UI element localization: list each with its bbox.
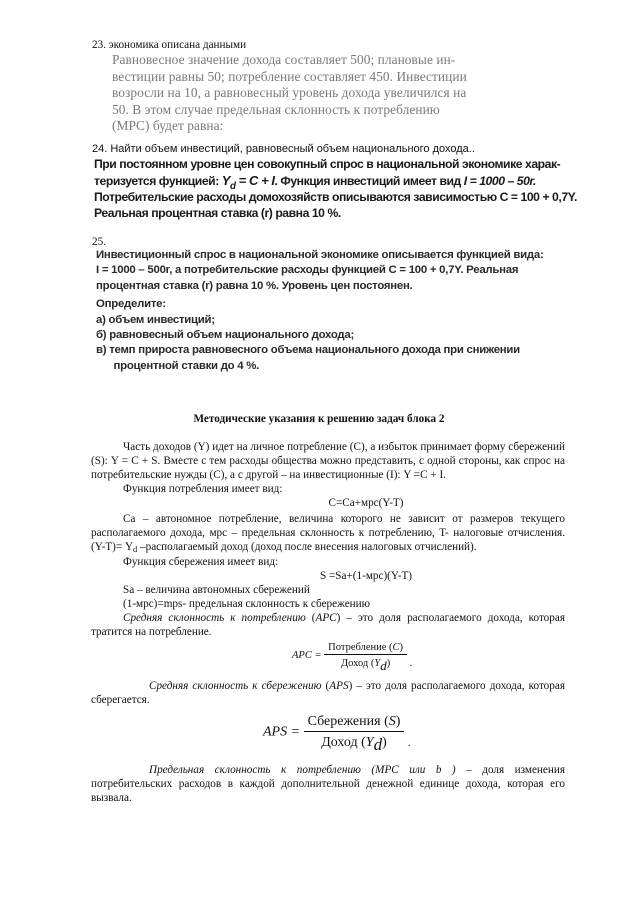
aps-denominator: [304, 732, 405, 752]
apc-fraction-block: [292, 641, 413, 673]
task-25-item: процентной ставки до 4 %.: [96, 359, 260, 372]
text: Сбережения (: [307, 714, 389, 729]
task-25-line: I = 1000 – 500r, а потребительские расходы функцией C = 100 + 0,7Y. Реальная: [96, 264, 519, 277]
paragraph-text: (: [321, 680, 330, 692]
aps-lhs: APS =: [263, 724, 301, 740]
text: Потребление (: [328, 642, 393, 653]
formula-yd: [221, 172, 275, 192]
text: ): [386, 658, 391, 669]
task-23-line: 50. В этом случае предельная склонность к потреблению: [112, 101, 440, 117]
apc-fraction: [324, 641, 407, 673]
task-25-scanned-text: [96, 248, 556, 374]
paragraph: Часть доходов (Y) идет на личное потребление (C), а избыток принимает форму сбережений (S): Y = C + S. Вместе с тем расходы общества можно представить, с одной стороны, как спрос на потребительские нужды (C), а с другой – на инвестиционные (I): Y =C + I.: [91, 441, 565, 481]
task-24-text: теризуется функцией:: [94, 173, 222, 188]
paragraph: Функция сбережения имеет вид:: [123, 556, 279, 568]
var-d: d: [229, 180, 236, 192]
term: Средняя склонность к потреблению: [123, 612, 306, 624]
var-c: C: [392, 642, 400, 653]
apc-formula: [91, 639, 565, 679]
paragraph-text: (: [305, 612, 316, 624]
guide-heading: Методические указания к решению задач блока 2: [193, 413, 445, 425]
term: Предельная склонность к потреблению (MPC или b ): [149, 764, 456, 776]
var-d: d: [380, 658, 387, 673]
task-24-line: При постоянном уровне цен совокупный спрос в национальной экономике харак-: [94, 157, 561, 171]
consumption-formula: C=Ca+мрс(Y-T): [328, 497, 404, 509]
paragraph: [91, 763, 565, 805]
paragraph: [91, 611, 565, 639]
investment-formula: I = 1000 – 50r.: [463, 173, 536, 188]
task-24-line-2: [94, 173, 554, 191]
paragraph-text: –располагаемый доход (доход после внесения налоговых отчислений).: [137, 541, 477, 553]
text: Доход (: [340, 658, 375, 669]
paragraph-text: – доля изменения потребительских расходов в каждой дополнительной денежной единице дохода, которая его вызвала.: [91, 764, 565, 804]
var-y: Y: [221, 172, 230, 188]
task-23-scanned-text: [112, 52, 544, 135]
aps-fraction: [304, 713, 405, 752]
var-d: d: [373, 735, 383, 754]
term: APC: [315, 612, 337, 624]
var-y: Y: [374, 658, 381, 669]
paragraph-text: Ca – автономное потребление, величина которого не зависит от размеров текущего располагаемого дохода, мрс – предельная склонность к потреблению, T- налоговые отчисления. (Y-T)= Y: [91, 513, 565, 553]
paragraph-text: ) – это доля располагаемого дохода, которая тратится на потребление.: [91, 612, 565, 638]
guide-body: [91, 440, 565, 805]
text: ): [382, 735, 387, 750]
formula-rest: = C + I: [235, 172, 275, 188]
paragraph: (1-мрс)=mps- предельная склонность к сбережению: [123, 598, 370, 610]
task-25-define: Определите:: [96, 298, 166, 311]
term: APS: [329, 680, 349, 692]
task-23-line: Равновесное значение дохода составляет 500; плановые ин-: [112, 52, 456, 67]
task-24-line: Реальная процентная ставка (r) равна 10 %.: [94, 205, 341, 220]
text: ): [399, 642, 404, 653]
apc-dot: .: [409, 658, 413, 669]
task-25-line: Инвестиционный спрос в национальной экономике описывается функцией вида:: [96, 249, 544, 261]
task-24-line: Потребительские расходы домохозяйств описываются зависимостью C = 100 + 0,7Y.: [94, 190, 577, 205]
paragraph: [91, 679, 565, 707]
aps-numerator: [304, 713, 405, 732]
text: Доход (: [321, 735, 366, 750]
paragraph: Функция потребления имеет вид:: [123, 483, 283, 495]
task-23-line: возросли на 10, а равновесный уровень дохода увеличился на: [112, 85, 467, 100]
aps-formula: [91, 707, 565, 757]
paragraph-text: ) – это доля располагаемого дохода, которая сберегается.: [91, 680, 565, 706]
aps-dot: .: [407, 737, 411, 749]
text: ): [395, 714, 401, 729]
var-y: Y: [365, 735, 374, 750]
var-s: S: [388, 714, 396, 729]
paragraph: Sa – величина автономных сбережений: [123, 584, 310, 596]
subscript: d: [133, 545, 138, 554]
task-24-label: 24. Найти объем инвестиций, равновесный объем национального дохода..: [92, 143, 475, 155]
task-25-item: б) равновесный объем национального дохода;: [96, 329, 355, 342]
savings-formula: S =Sa+(1-мрс)(Y-T): [319, 570, 413, 582]
task-25-line: процентная ставка (r) равна 10 %. Уровень цен постоянен.: [96, 279, 413, 292]
task-25-label: 25.: [92, 236, 106, 248]
apc-denominator: [324, 655, 407, 673]
apc-lhs: APC =: [292, 650, 322, 661]
aps-fraction-block: [263, 713, 411, 752]
term: Средняя склонность к сбережению: [149, 680, 322, 692]
task-23-line: вестиции равны 50; потребление составляет 450. Инвестиции: [112, 68, 467, 84]
task-24-text: . Функция инвестиций имеет вид: [274, 173, 464, 188]
apc-numerator: [324, 641, 407, 655]
task-23-label: 23. экономика описана данными: [92, 39, 247, 51]
task-23-line: (MPC) будет равна:: [112, 118, 224, 133]
paragraph: [91, 512, 565, 555]
task-24-scanned-text: [94, 157, 577, 221]
task-25-item: а) объем инвестиций;: [96, 313, 215, 326]
task-25-item: в) темп прироста равновесного объема национального дохода при снижении: [96, 344, 520, 357]
